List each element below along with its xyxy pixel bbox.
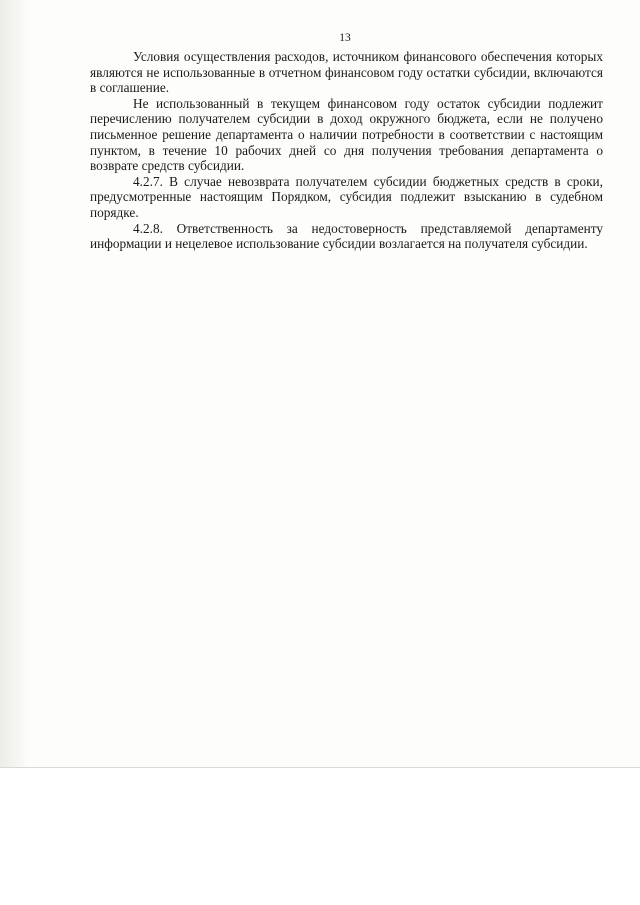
document-body	[90, 49, 603, 252]
paragraph-carryover-conditions: Условия осуществления расходов, источником финансового обеспечения которых являются не использованные в отчетном финансовом году остатки субсидии, включаются в соглашение.	[90, 49, 603, 96]
paragraph-4-2-8-responsibility: 4.2.8. Ответственность за недостоверность представляемой департаменту информации и нецелевое использование субсидии возлагается на получателя субсидии.	[90, 220, 603, 252]
paragraph-unused-balance-transfer: Не использованный в текущем финансовом году остаток субсидии подлежит перечислению получателем субсидии в доход окружного бюджета, если не получено письменное решение департамента о наличии потребности в соответствии с настоящим пунктом, в течение 10 рабочих дней со дня получения требования департамента о возврате средств субсидии.	[90, 95, 603, 174]
scan-shadow-edge	[0, 0, 30, 768]
paragraph-4-2-7-recovery: 4.2.7. В случае невозврата получателем субсидии бюджетных средств в сроки, предусмотренные настоящим Порядком, субсидия подлежит взысканию в судебном порядке.	[90, 173, 603, 220]
page-number: 13	[339, 32, 351, 44]
scan-bottom-border	[0, 767, 640, 768]
